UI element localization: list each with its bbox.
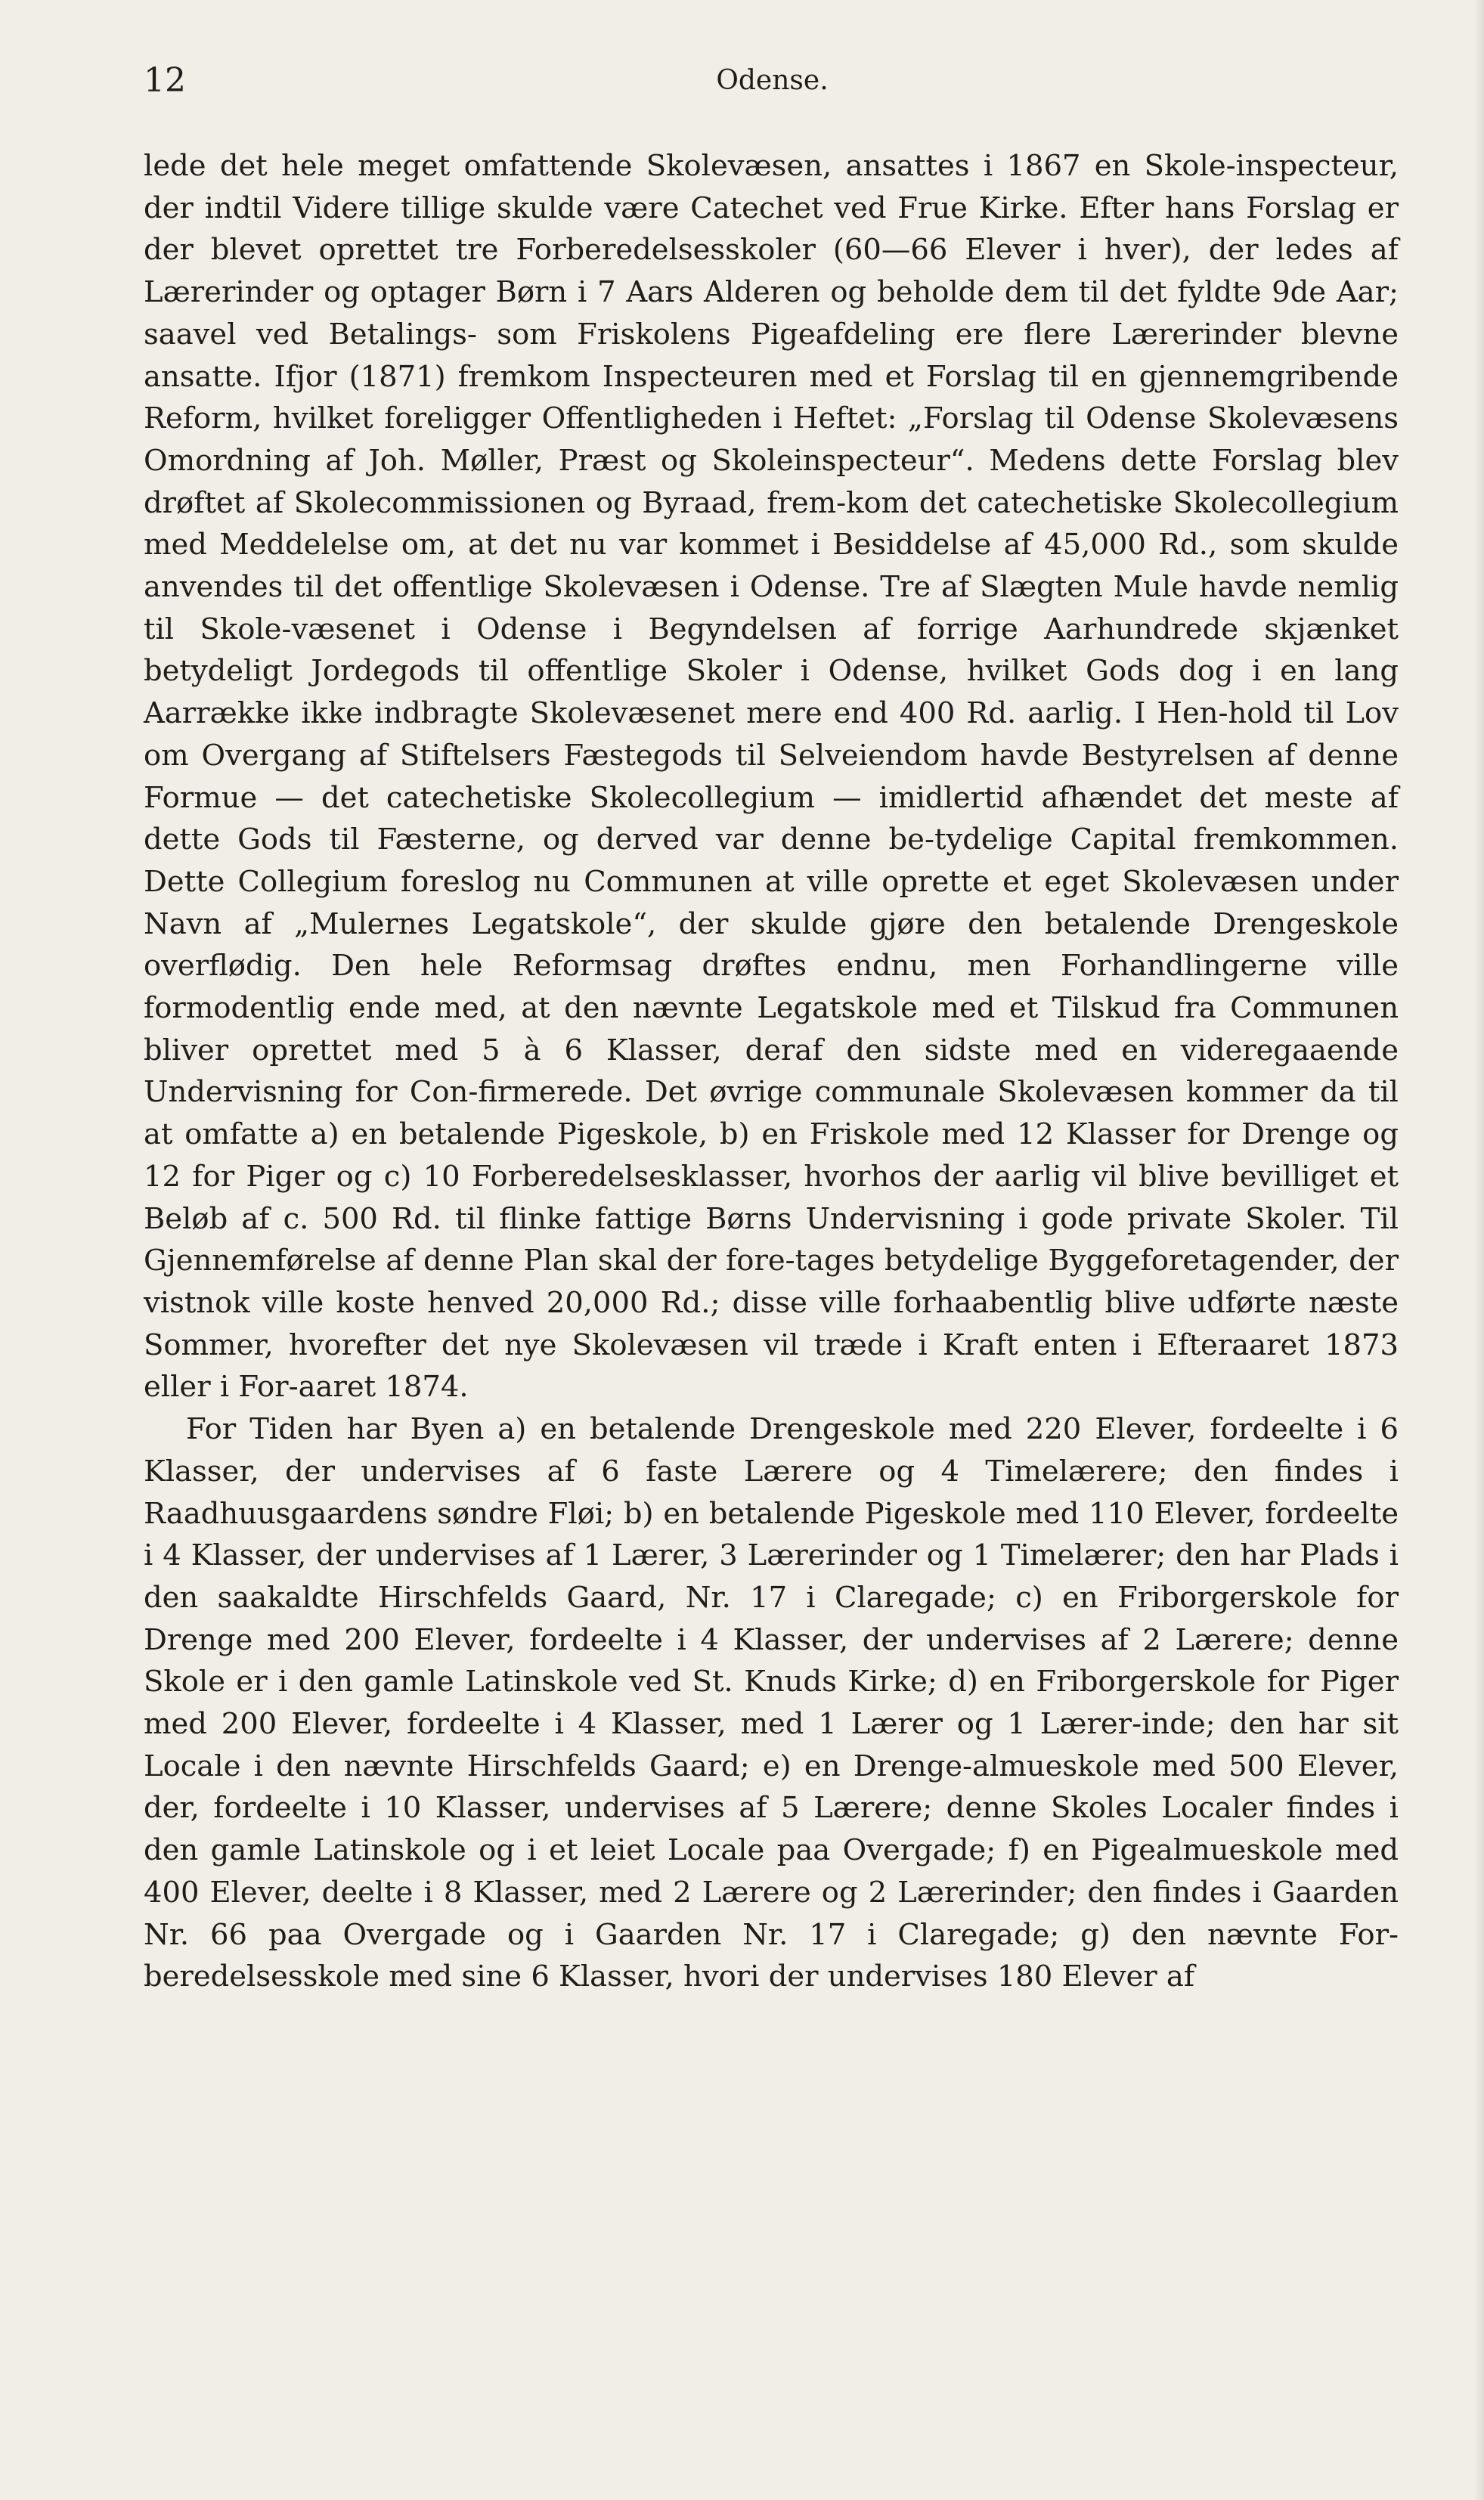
paragraph: lede det hele meget omfattende Skolevæsen, ansattes i 1867 en Skole-inspecteur, der indtil Videre tillige skulde være Catechet ved Frue Kirke. Efter hans Forslag er der blevet oprettet tre Forberedelsesskoler (60—66 Elever i hver), der ledes af Lærerinder og optager Børn i 7 Aars Alderen og beholde dem til det fyldte 9de Aar; saavel ved Betalings- som Friskolens Pigeafdeling ere flere Lærerinder blevne ansatte. Ifjor (1871) fremkom Inspecteuren med et Forslag til en gjennemgribende Reform, hvilket foreligger Offentligheden i Heftet: „Forslag til Odense Skolevæsens Omordning af Joh. Møller, Præst og Skoleinspecteur“. Medens dette Forslag blev drøftet af Skolecommissionen og Byraad, frem-kom det catechetiske Skolecollegium med Meddelelse om, at det nu var kommet i Besiddelse af 45,000 Rd., som skulde anvendes til det offentlige Skolevæsen i Odense. Tre af Slægten Mule havde nemlig til Skole-væsenet i Odense i Begyndelsen af forrige Aarhundrede skjænket betydeligt Jordegods til offentlige Skoler i Odense, hvilket Gods dog i en lang Aarrække ikke indbragte Skolevæsenet mere end 400 Rd. aarlig. I Hen-hold til Lov om Overgang af Stiftelsers Fæstegods til Selveiendom havde Bestyrelsen af denne Formue — det catechetiske Skolecollegium — imidlertid afhændet det meste af dette Gods til Fæsterne, og derved var denne be-tydelige Capital fremkommen. Dette Collegium foreslog nu Communen at ville oprette et eget Skolevæsen under Navn af „Mulernes Legatskole“, der skulde gjøre den betalende Drengeskole overflødig. Den hele Reformsag drøftes endnu, men Forhandlingerne ville formodentlig ende med, at den nævnte Legatskole med et Tilskud fra Communen bliver oprettet med 5 à 6 Klasser, deraf den sidste med en videregaaende Undervisning for Con-firmerede. Det øvrige communale Skolevæsen kommer da til at omfatte a) en betalende Pigeskole, b) en Friskole med 12 Klasser for Drenge og 12 for Piger og c) 10 Forberedelsesklasser, hvorhos der aarlig vil blive bevilliget et Beløb af c. 500 Rd. til flinke fattige Børns Undervisning i gode private Skoler. Til Gjennemførelse af denne Plan skal der fore-tages betydelige Byggeforetagender, der vistnok ville koste henved 20,000 Rd.; disse ville forhaabentlig blive udførte næste Sommer, hvorefter det nye Skolevæsen vil træde i Kraft enten i Efteraaret 1873 eller i For-aaret 1874. [144, 149, 1399, 1405]
page-edge-shadow [1473, 0, 1484, 2500]
page-header [144, 54, 1401, 107]
paragraph: For Tiden har Byen a) en betalende Drengeskole med 220 Elever, fordeelte i 6 Klasser, der undervises af 6 faste Lærere og 4 Timelærere; den findes i Raadhuusgaardens søndre Fløi; b) en betalende Pigeskole med 110 Elever, fordeelte i 4 Klasser, der undervises af 1 Lærer, 3 Lærerinder og 1 Timelærer; den har Plads i den saakaldte Hirschfelds Gaard, Nr. 17 i Claregade; c) en Friborgerskole for Drenge med 200 Elever, fordeelte i 4 Klasser, der undervises af 2 Lærere; denne Skole er i den gamle Latinskole ved St. Knuds Kirke; d) en Friborgerskole for Piger med 200 Elever, fordeelte i 4 Klasser, med 1 Lærer og 1 Lærer-inde; den har sit Locale i den nævnte Hirschfelds Gaard; e) en Drenge-almueskole med 500 Elever, der, fordeelte i 10 Klasser, undervises af 5 Lærere; denne Skoles Localer findes i den gamle Latinskole og i et leiet Locale paa Overgade; f) en Pigealmueskole med 400 Elever, deelte i 8 Klasser, med 2 Lærere og 2 Lærerinder; den findes i Gaarden Nr. 66 paa Overgade og i Gaarden Nr. 17 i Claregade; g) den nævnte For-beredelsesskole med sine 6 Klasser, hvori der undervises 180 Elever af [144, 1412, 1399, 1994]
running-title: Odense. [716, 65, 829, 96]
page-number: 12 [144, 61, 186, 100]
body-text [144, 145, 1399, 1998]
